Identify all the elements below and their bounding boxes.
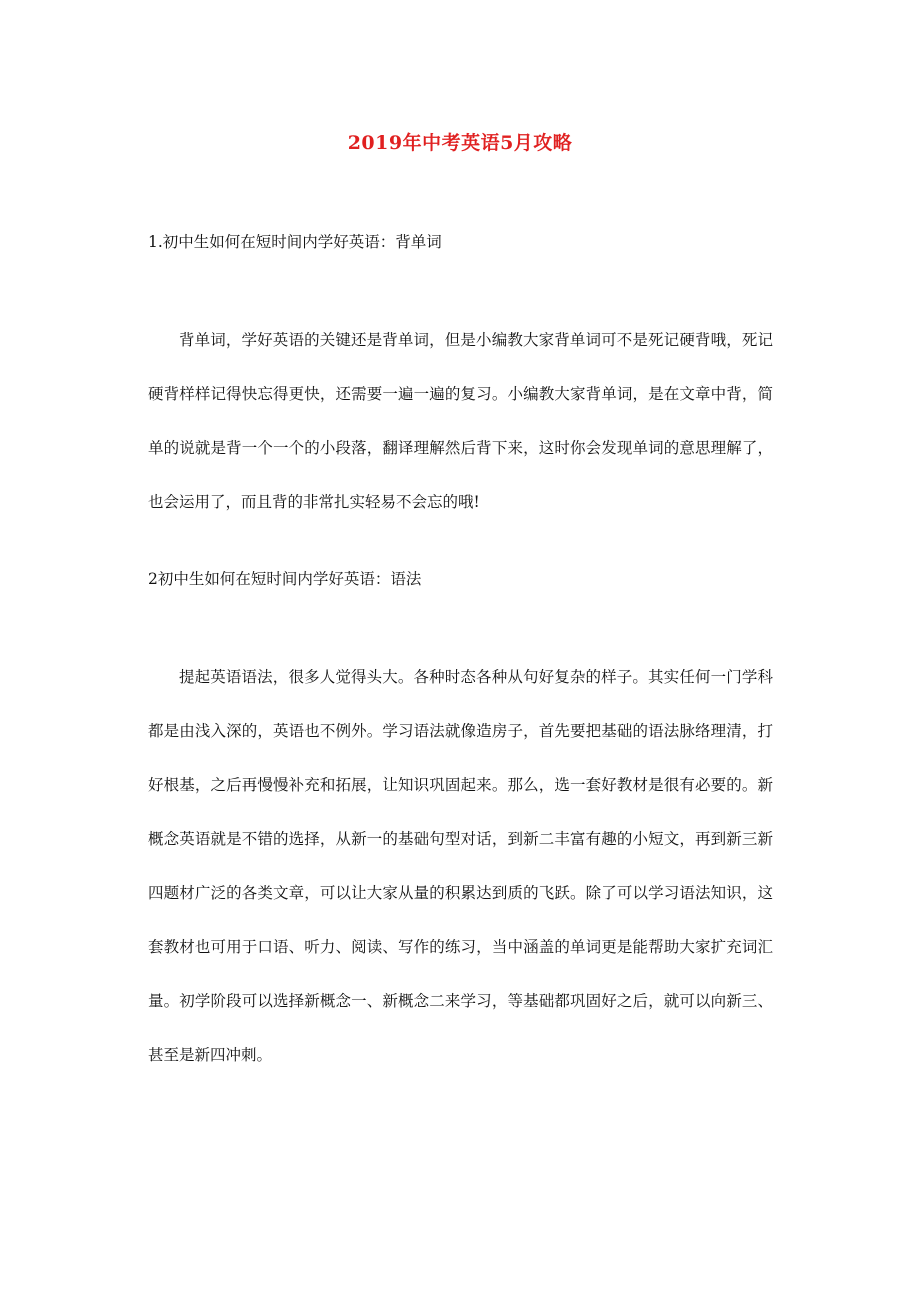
section-body-vocabulary: 背单词，学好英语的关键还是背单词，但是小编教大家背单词可不是死记硬背哦，死记硬背样样记得快忘得更快，还需要一遍一遍的复习。小编教大家背单词，是在文章中背，简单的说就是背一个一个的小段落，翻译理解然后背下来，这时你会发现单词的意思理解了，也会运用了，而且背的非常扎实轻易不会忘的哦! bbox=[148, 331, 773, 511]
document-title: 2019年中考英语5月攻略 bbox=[347, 132, 573, 154]
section-heading-grammar: 2初中生如何在短时间内学好英语：语法 bbox=[148, 570, 422, 588]
section-heading-vocabulary: 1.初中生如何在短时间内学好英语：背单词 bbox=[148, 233, 442, 251]
section-body-grammar: 提起英语语法，很多人觉得头大。各种时态各种从句好复杂的样子。其实任何一门学科都是由浅入深的，英语也不例外。学习语法就像造房子，首先要把基础的语法脉络理清，打好根基，之后再慢慢补充和拓展，让知识巩固起来。那么，选一套好教材是很有必要的。新概念英语就是不错的选择，从新一的基础句型对话，到新二丰富有趣的小短文，再到新三新四题材广泛的各类文章，可以让大家从量的积累达到质的飞跃。除了可以学习语法知识，这套教材也可用于口语、听力、阅读、写作的练习，当中涵盖的单词更是能帮助大家扩充词汇量。初学阶段可以选择新概念一、新概念二来学习，等基础都巩固好之后，就可以向新三、甚至是新四冲刺。 bbox=[148, 668, 773, 1064]
